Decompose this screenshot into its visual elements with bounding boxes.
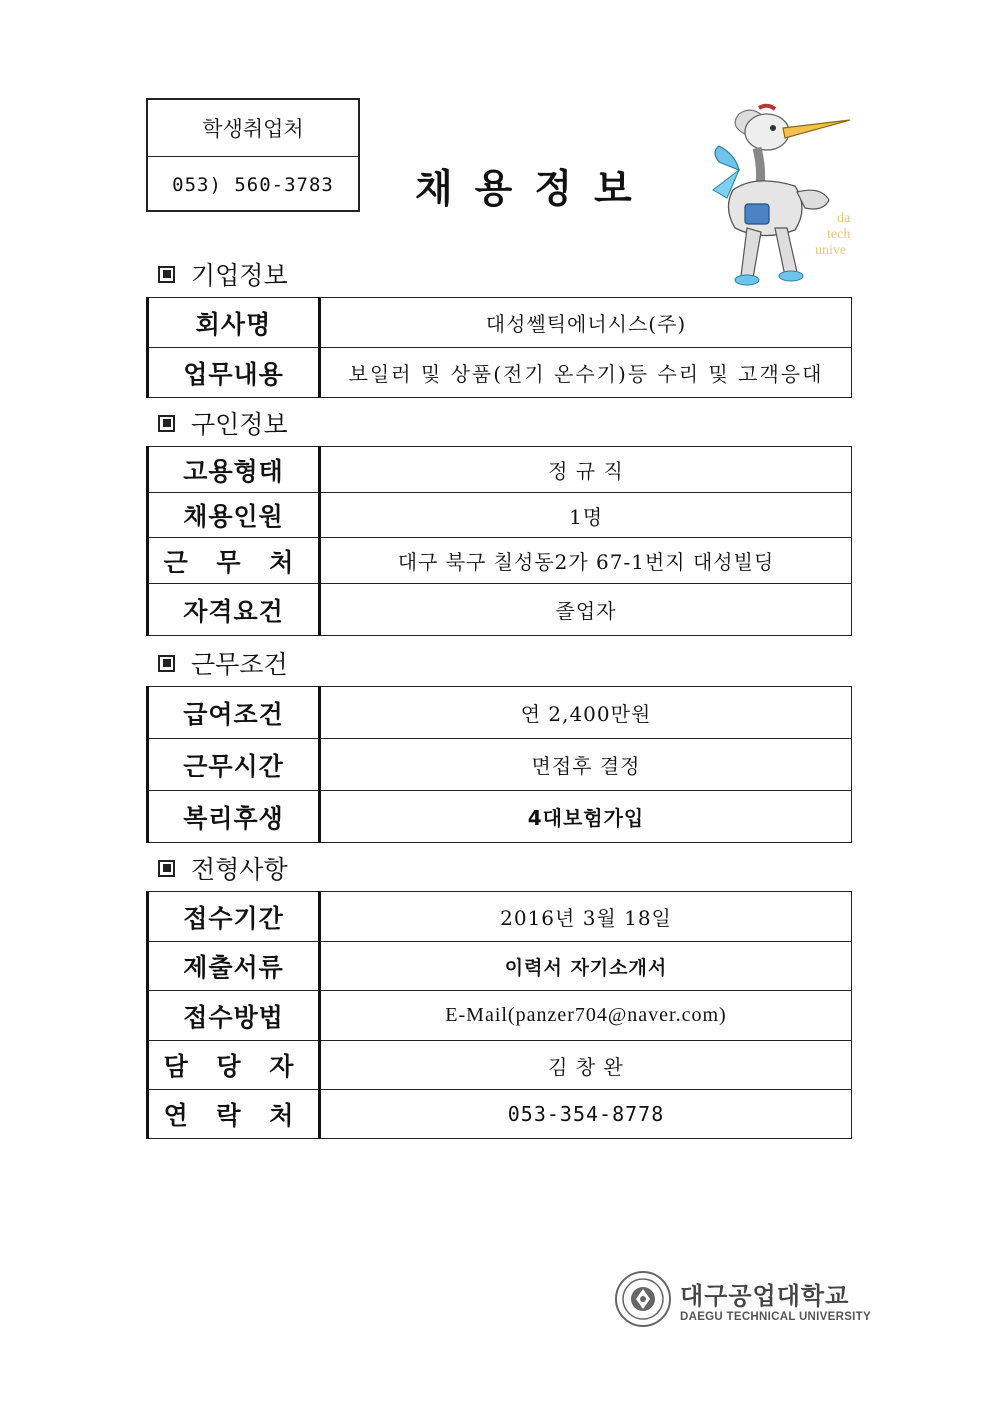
work-location-value: 대구 북구 칠성동2가 67-1번지 대성빌딩 — [320, 538, 852, 584]
filled-square-icon — [158, 266, 175, 283]
table-row — [148, 538, 852, 584]
section-heading-conditions — [158, 645, 288, 681]
table-row — [148, 493, 852, 538]
recruit-info-table — [146, 446, 852, 636]
company-info-table — [146, 297, 852, 398]
qualification-value: 졸업자 — [320, 584, 852, 636]
row-label: 접수방법 — [148, 991, 320, 1041]
office-phone: 053) 560-3783 — [148, 156, 358, 213]
work-hours-value: 면접후 결정 — [320, 739, 852, 791]
university-seal-icon — [614, 1270, 672, 1328]
filled-square-icon — [158, 860, 175, 877]
company-name-value: 대성쎌틱에너시스(주) — [320, 298, 852, 348]
selection-table — [146, 891, 852, 1139]
section-heading-text: 기업정보 — [191, 261, 288, 290]
contact-box — [146, 98, 360, 212]
row-label: 자격요건 — [148, 584, 320, 636]
office-label: 학생취업처 — [202, 117, 304, 141]
table-row — [148, 892, 852, 942]
table-row — [148, 991, 852, 1041]
table-row — [148, 584, 852, 636]
section-heading-text: 구인정보 — [191, 410, 288, 439]
table-row — [148, 1090, 852, 1139]
row-label: 근 무 처 — [148, 538, 320, 584]
section-heading-company — [158, 256, 288, 292]
conditions-table — [146, 686, 852, 843]
benefits-value: 4대보험가입 — [320, 791, 852, 843]
row-label: 채용인원 — [148, 493, 320, 538]
svg-text:da: da — [837, 211, 851, 226]
filled-square-icon — [158, 415, 175, 432]
section-heading-text: 근무조건 — [191, 650, 288, 679]
headcount-value: 1명 — [320, 493, 852, 538]
section-heading-text: 전형사항 — [191, 855, 288, 884]
section-heading-selection — [158, 850, 288, 886]
row-label: 고용형태 — [148, 447, 320, 493]
contact-person-value: 김 창 완 — [320, 1041, 852, 1090]
university-name-ko: 대구공업대학교 — [680, 1281, 850, 1310]
page-title: 채용정보 — [415, 167, 654, 212]
row-label: 업무내용 — [148, 348, 320, 398]
documents-value: 이력서 자기소개서 — [320, 942, 852, 991]
table-row — [148, 942, 852, 991]
row-label: 담 당 자 — [148, 1041, 320, 1090]
job-duties-value: 보일러 및 상품(전기 온수기)등 수리 및 고객응대 — [320, 348, 852, 398]
row-label: 회사명 — [148, 298, 320, 348]
table-row — [148, 791, 852, 843]
contact-phone-value: 053-354-8778 — [320, 1090, 852, 1139]
crane-mascot-icon — [705, 100, 857, 290]
employment-type-value: 정 규 직 — [320, 447, 852, 493]
table-row — [148, 687, 852, 739]
filled-square-icon — [158, 655, 175, 672]
row-label: 근무시간 — [148, 739, 320, 791]
university-name-en: DAEGU TECHNICAL UNIVERSITY — [680, 1310, 871, 1323]
salary-value: 연 2,400만원 — [320, 687, 852, 739]
svg-text:tech: tech — [827, 227, 851, 242]
table-row — [148, 739, 852, 791]
svg-text:unive: unive — [815, 243, 847, 258]
row-label: 복리후생 — [148, 791, 320, 843]
section-heading-recruit — [158, 405, 288, 441]
university-logo — [614, 1270, 871, 1328]
table-row — [148, 348, 852, 398]
application-period-value: 2016년 3월 18일 — [320, 892, 852, 942]
row-label: 접수기간 — [148, 892, 320, 942]
table-row — [148, 447, 852, 493]
application-method-value: E-Mail(panzer704@naver.com) — [320, 991, 852, 1041]
table-row — [148, 298, 852, 348]
row-label: 급여조건 — [148, 687, 320, 739]
row-label: 연 락 처 — [148, 1090, 320, 1139]
table-row — [148, 1041, 852, 1090]
row-label: 제출서류 — [148, 942, 320, 991]
